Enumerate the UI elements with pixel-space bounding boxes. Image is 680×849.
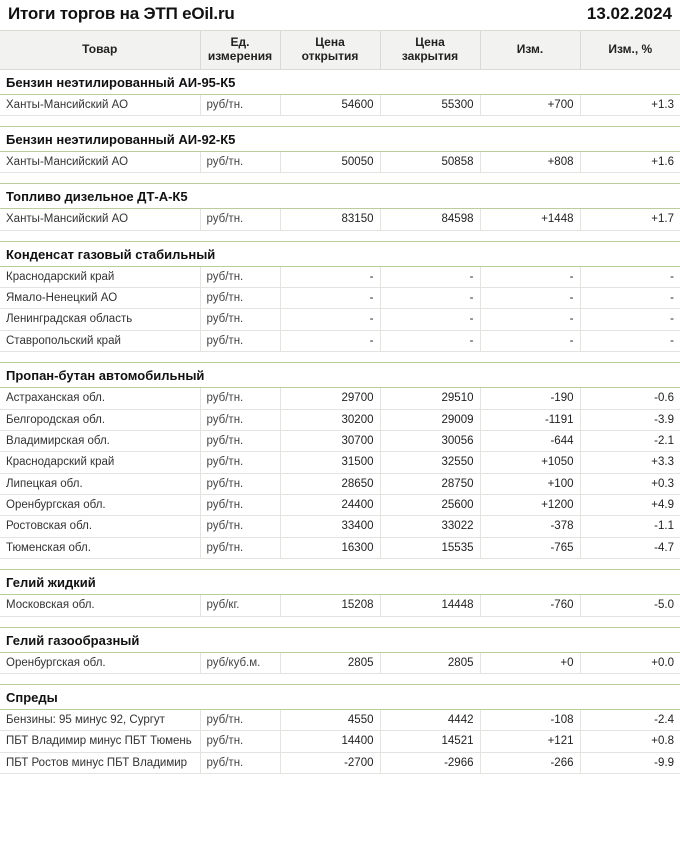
cell-change: -: [480, 288, 580, 309]
product-group-header: [0, 684, 680, 709]
column-header-unit: Ед. измерения: [200, 31, 280, 70]
group-spacer-cell: [0, 173, 680, 184]
cell-region: Ямало-Ненецкий АО: [0, 288, 200, 309]
table-row: [0, 595, 680, 616]
cell-open-price: -: [280, 288, 380, 309]
cell-open-price: 29700: [280, 388, 380, 409]
cell-region: Краснодарский край: [0, 266, 200, 287]
cell-close-price: 30056: [380, 430, 480, 451]
product-group-title: Бензин неэтилированный АИ-92-К5: [0, 126, 680, 151]
group-spacer-cell: [0, 230, 680, 241]
table-row: [0, 309, 680, 330]
table-header-row: [0, 31, 680, 70]
table-row: [0, 537, 680, 558]
column-header-change: Изм.: [480, 31, 580, 70]
cell-close-price: 4442: [380, 709, 480, 730]
cell-change: -760: [480, 595, 580, 616]
cell-change: -: [480, 309, 580, 330]
cell-open-price: -: [280, 330, 380, 351]
cell-unit: руб/тн.: [200, 495, 280, 516]
cell-change-pct: +1.6: [580, 151, 680, 172]
cell-region: Тюменская обл.: [0, 537, 200, 558]
column-header-change-pct: Изм., %: [580, 31, 680, 70]
table-row: [0, 495, 680, 516]
product-group-header: [0, 241, 680, 266]
cell-close-price: 32550: [380, 452, 480, 473]
cell-close-price: 14521: [380, 731, 480, 752]
cell-region: Краснодарский край: [0, 452, 200, 473]
cell-change-pct: -2.1: [580, 430, 680, 451]
cell-region: ПБТ Ростов минус ПБТ Владимир: [0, 752, 200, 773]
cell-open-price: 54600: [280, 94, 380, 115]
cell-change-pct: -0.6: [580, 388, 680, 409]
cell-change-pct: -2.4: [580, 709, 680, 730]
cell-change: +700: [480, 94, 580, 115]
group-spacer: [0, 559, 680, 570]
cell-change: +1448: [480, 209, 580, 230]
cell-unit: руб/тн.: [200, 731, 280, 752]
cell-open-price: 2805: [280, 652, 380, 673]
cell-change-pct: -: [580, 266, 680, 287]
cell-change-pct: -: [580, 288, 680, 309]
cell-change-pct: -9.9: [580, 752, 680, 773]
cell-change-pct: -3.9: [580, 409, 680, 430]
group-spacer: [0, 673, 680, 684]
cell-change-pct: +0.0: [580, 652, 680, 673]
table-row: [0, 288, 680, 309]
trading-results-table: [0, 30, 680, 774]
cell-open-price: -: [280, 309, 380, 330]
cell-close-price: -2966: [380, 752, 480, 773]
cell-unit: руб/тн.: [200, 452, 280, 473]
cell-region: Ставропольский край: [0, 330, 200, 351]
cell-change-pct: -5.0: [580, 595, 680, 616]
product-group-header: [0, 184, 680, 209]
cell-open-price: 16300: [280, 537, 380, 558]
cell-unit: руб/тн.: [200, 709, 280, 730]
cell-region: ПБТ Владимир минус ПБТ Тюмень: [0, 731, 200, 752]
cell-close-price: 28750: [380, 473, 480, 494]
table-row: [0, 409, 680, 430]
cell-open-price: 31500: [280, 452, 380, 473]
product-group-title: Гелий газообразный: [0, 627, 680, 652]
cell-region: Бензины: 95 минус 92, Сургут: [0, 709, 200, 730]
column-header-close-price: Цена закрытия: [380, 31, 480, 70]
product-group-title: Пропан-бутан автомобильный: [0, 363, 680, 388]
product-group-header: [0, 570, 680, 595]
table-row: [0, 266, 680, 287]
report-date: 13.02.2024: [586, 4, 672, 23]
column-header-product: Товар: [0, 31, 200, 70]
cell-region: Владимирская обл.: [0, 430, 200, 451]
cell-close-price: 29009: [380, 409, 480, 430]
cell-open-price: 15208: [280, 595, 380, 616]
cell-region: Ростовская обл.: [0, 516, 200, 537]
product-group-header: [0, 126, 680, 151]
cell-change-pct: +3.3: [580, 452, 680, 473]
cell-unit: руб/тн.: [200, 266, 280, 287]
cell-unit: руб/тн.: [200, 209, 280, 230]
page-header: [0, 0, 680, 30]
group-spacer: [0, 115, 680, 126]
cell-unit: руб/тн.: [200, 288, 280, 309]
table-row: [0, 430, 680, 451]
product-group-header: [0, 69, 680, 94]
group-spacer-cell: [0, 115, 680, 126]
cell-change-pct: +1.7: [580, 209, 680, 230]
cell-close-price: -: [380, 330, 480, 351]
cell-close-price: 15535: [380, 537, 480, 558]
cell-region: Ленинградская область: [0, 309, 200, 330]
cell-change: -266: [480, 752, 580, 773]
group-spacer-cell: [0, 559, 680, 570]
table-row: [0, 473, 680, 494]
column-header-open-price: Цена открытия: [280, 31, 380, 70]
cell-change: +1200: [480, 495, 580, 516]
table-row: [0, 94, 680, 115]
table-row: [0, 452, 680, 473]
cell-close-price: 25600: [380, 495, 480, 516]
page-title: Итоги торгов на ЭТП eOil.ru: [8, 4, 235, 23]
group-spacer: [0, 173, 680, 184]
cell-change-pct: +4.9: [580, 495, 680, 516]
group-spacer: [0, 616, 680, 627]
cell-region: Ханты-Мансийский АО: [0, 94, 200, 115]
cell-unit: руб/тн.: [200, 309, 280, 330]
table-row: [0, 752, 680, 773]
product-group-header: [0, 363, 680, 388]
cell-unit: руб/тн.: [200, 94, 280, 115]
cell-close-price: 29510: [380, 388, 480, 409]
cell-open-price: -2700: [280, 752, 380, 773]
cell-unit: руб/тн.: [200, 330, 280, 351]
table-body: [0, 69, 680, 774]
table-row: [0, 330, 680, 351]
cell-change: +0: [480, 652, 580, 673]
product-group-title: Конденсат газовый стабильный: [0, 241, 680, 266]
cell-open-price: 30200: [280, 409, 380, 430]
cell-region: Ханты-Мансийский АО: [0, 209, 200, 230]
table-row: [0, 731, 680, 752]
cell-change: +808: [480, 151, 580, 172]
cell-close-price: -: [380, 309, 480, 330]
cell-close-price: 2805: [380, 652, 480, 673]
cell-open-price: 33400: [280, 516, 380, 537]
cell-change: -: [480, 266, 580, 287]
cell-unit: руб/тн.: [200, 473, 280, 494]
cell-change: -190: [480, 388, 580, 409]
cell-unit: руб/тн.: [200, 388, 280, 409]
cell-change-pct: -: [580, 330, 680, 351]
product-group-title: Бензин неэтилированный АИ-95-К5: [0, 69, 680, 94]
table-row: [0, 709, 680, 730]
cell-unit: руб/куб.м.: [200, 652, 280, 673]
cell-change-pct: +0.3: [580, 473, 680, 494]
cell-change-pct: -1.1: [580, 516, 680, 537]
group-spacer: [0, 352, 680, 363]
cell-change-pct: -: [580, 309, 680, 330]
cell-unit: руб/тн.: [200, 516, 280, 537]
cell-close-price: 55300: [380, 94, 480, 115]
cell-open-price: 4550: [280, 709, 380, 730]
cell-unit: руб/кг.: [200, 595, 280, 616]
cell-open-price: 50050: [280, 151, 380, 172]
cell-open-price: 30700: [280, 430, 380, 451]
cell-change: -: [480, 330, 580, 351]
cell-region: Липецкая обл.: [0, 473, 200, 494]
cell-unit: руб/тн.: [200, 151, 280, 172]
product-group-header: [0, 627, 680, 652]
table-row: [0, 516, 680, 537]
cell-region: Московская обл.: [0, 595, 200, 616]
cell-region: Астраханская обл.: [0, 388, 200, 409]
cell-change: -1191: [480, 409, 580, 430]
cell-close-price: 33022: [380, 516, 480, 537]
cell-open-price: -: [280, 266, 380, 287]
cell-region: Оренбургская обл.: [0, 652, 200, 673]
cell-unit: руб/тн.: [200, 752, 280, 773]
cell-change: -765: [480, 537, 580, 558]
product-group-title: Спреды: [0, 684, 680, 709]
product-group-title: Топливо дизельное ДТ-А-К5: [0, 184, 680, 209]
table-row: [0, 209, 680, 230]
cell-change: +121: [480, 731, 580, 752]
cell-change-pct: -4.7: [580, 537, 680, 558]
group-spacer-cell: [0, 616, 680, 627]
cell-change-pct: +0.8: [580, 731, 680, 752]
product-group-title: Гелий жидкий: [0, 570, 680, 595]
cell-close-price: -: [380, 288, 480, 309]
cell-open-price: 14400: [280, 731, 380, 752]
cell-change-pct: +1.3: [580, 94, 680, 115]
cell-region: Ханты-Мансийский АО: [0, 151, 200, 172]
cell-region: Оренбургская обл.: [0, 495, 200, 516]
cell-close-price: 50858: [380, 151, 480, 172]
table-row: [0, 652, 680, 673]
cell-open-price: 83150: [280, 209, 380, 230]
cell-close-price: 84598: [380, 209, 480, 230]
cell-unit: руб/тн.: [200, 537, 280, 558]
cell-unit: руб/тн.: [200, 409, 280, 430]
cell-close-price: 14448: [380, 595, 480, 616]
cell-open-price: 24400: [280, 495, 380, 516]
cell-change: +100: [480, 473, 580, 494]
table-header: [0, 31, 680, 70]
table-row: [0, 388, 680, 409]
group-spacer-cell: [0, 673, 680, 684]
group-spacer-cell: [0, 352, 680, 363]
cell-change: -378: [480, 516, 580, 537]
cell-change: +1050: [480, 452, 580, 473]
cell-change: -108: [480, 709, 580, 730]
cell-region: Белгородская обл.: [0, 409, 200, 430]
group-spacer: [0, 230, 680, 241]
table-row: [0, 151, 680, 172]
cell-change: -644: [480, 430, 580, 451]
cell-unit: руб/тн.: [200, 430, 280, 451]
cell-open-price: 28650: [280, 473, 380, 494]
cell-close-price: -: [380, 266, 480, 287]
